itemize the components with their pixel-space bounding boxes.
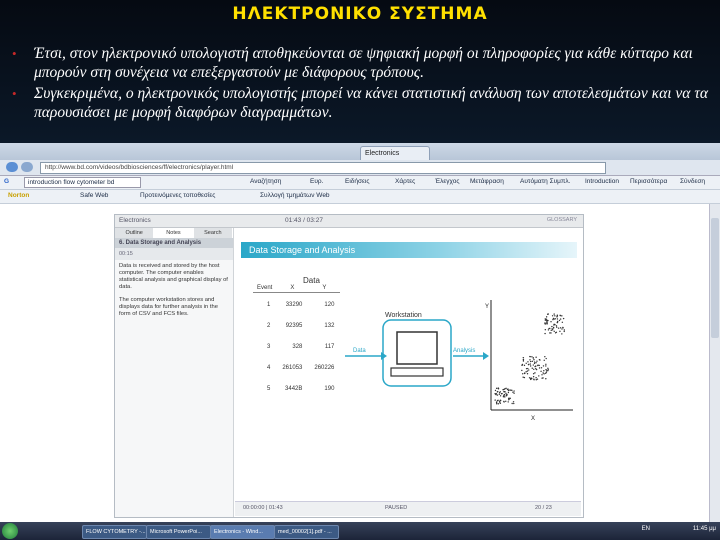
scatter-point: [545, 365, 546, 366]
scatter-point: [504, 391, 505, 392]
scatter-point: [523, 359, 524, 360]
toolbar-item[interactable]: Ειδήσεις: [345, 178, 370, 185]
scatter-point: [553, 327, 554, 328]
scatter-point: [537, 378, 538, 379]
scatter-point: [512, 392, 513, 393]
table-cell: 3442B: [285, 386, 303, 392]
scatter-point: [552, 315, 553, 316]
scatter-point: [547, 320, 548, 321]
table-cell: 5: [267, 386, 271, 392]
scatter-point: [552, 329, 553, 330]
scatter-point: [531, 377, 532, 378]
player-controls: [235, 501, 581, 516]
scatter-point: [563, 318, 564, 319]
scatter-point: [529, 377, 530, 378]
scatter-point: [555, 318, 556, 319]
norton-button[interactable]: Norton: [8, 192, 30, 199]
scatter-point: [496, 393, 497, 394]
scatter-point: [545, 323, 546, 324]
playback-status: PAUSED: [385, 505, 408, 511]
scatter-point: [538, 375, 539, 376]
scatter-point: [557, 318, 558, 319]
scatter-point: [513, 403, 514, 404]
scatter-point: [523, 357, 524, 358]
scatter-point: [546, 316, 547, 317]
table-cell: 261053: [282, 365, 303, 371]
scatter-point: [505, 388, 506, 389]
scatter-point: [511, 403, 512, 404]
tab-outline[interactable]: Outline: [115, 228, 154, 238]
table-cell: 132: [324, 323, 335, 329]
vertical-scrollbar[interactable]: [709, 204, 720, 522]
outline-panel: [115, 228, 234, 517]
web-slices-link[interactable]: Συλλογή τμημάτων Web: [260, 192, 330, 199]
scatter-point: [533, 376, 534, 377]
tab-search[interactable]: Search: [194, 228, 233, 238]
scatter-point: [537, 365, 538, 366]
glossary-button[interactable]: GLOSSARY: [546, 217, 577, 223]
scatter-point: [499, 401, 500, 402]
column-header: Event: [253, 284, 276, 293]
scatter-point: [536, 360, 537, 361]
scatter-point: [533, 364, 534, 365]
bullet-icon: •: [12, 86, 17, 101]
bullet-list: [10, 44, 710, 124]
bullet-text: Έτσι, στον ηλεκτρονικό υπολογιστή αποθηκεύονται σε ψηφιακή μορφή οι πληροφορίες για κάθε κύτταρο και μπορούν στη συνέχεια να επεξεργαστούν με διάφορους τρόπους.: [34, 45, 693, 81]
workstation-label: Workstation: [385, 312, 422, 319]
playback-time: 00:00:00 | 01:43: [243, 505, 283, 511]
scatter-point: [547, 314, 548, 315]
tab-notes[interactable]: Notes: [154, 228, 193, 238]
scatter-point: [522, 373, 523, 374]
scatter-point: [539, 365, 540, 366]
scatter-point: [564, 329, 565, 330]
scatter-point: [524, 377, 525, 378]
tab-electronics[interactable]: Electronics: [360, 146, 430, 161]
scatter-point: [551, 330, 552, 331]
scatter-point: [508, 398, 509, 399]
back-icon[interactable]: [6, 162, 18, 172]
scatter-point: [526, 368, 527, 369]
scatter-point: [552, 319, 553, 320]
scatter-point: [530, 363, 531, 364]
scatter-point: [528, 364, 529, 365]
scatter-point: [508, 401, 509, 402]
address-bar: [0, 160, 720, 176]
analysis-arrow-label: Analysis: [453, 348, 476, 354]
toolbar-item[interactable]: Σύνδεση: [680, 178, 705, 185]
scatter-point: [510, 389, 511, 390]
scatter-point: [497, 391, 498, 392]
scatter-point: [545, 329, 546, 330]
column-header: Y: [308, 284, 340, 293]
scatter-point: [544, 333, 545, 334]
section-title: 6. Data Storage and Analysis: [115, 238, 233, 248]
table-cell: 92395: [285, 323, 303, 329]
scatter-point: [503, 401, 504, 402]
scatter-point: [533, 359, 534, 360]
scatter-point: [533, 373, 534, 374]
arrowhead-icon: [381, 352, 387, 360]
scatter-point: [513, 390, 514, 391]
scatter-point: [548, 329, 549, 330]
scatter-point: [541, 374, 542, 375]
scatter-point: [526, 363, 527, 364]
scatter-point: [544, 356, 545, 357]
app-title: Electronics: [119, 217, 151, 224]
search-toolbar: [0, 176, 720, 190]
scatter-point: [539, 359, 540, 360]
scatter-point: [500, 403, 501, 404]
scatter-point: [524, 372, 525, 373]
scatter-point: [556, 316, 557, 317]
notes-paragraph: The computer workstation stores and displays data for further analysis in the form of CSV and FCS files.: [119, 297, 218, 317]
scatter-point: [500, 395, 501, 396]
scatter-point: [554, 331, 555, 332]
scatter-point: [533, 369, 534, 370]
scatter-point: [547, 368, 548, 369]
toolbar-search-input[interactable]: introduction flow cytometer bd: [24, 177, 141, 188]
data-table-title: Data: [303, 276, 320, 285]
slide-title: ΗΛΕΚΤΡΟΝΙΚΟ ΣΥΣΤΗΜΑ: [232, 4, 488, 24]
scatter-point: [549, 328, 550, 329]
scatter-point: [528, 369, 529, 370]
table-cell: 190: [324, 386, 335, 392]
scatter-point: [530, 356, 531, 357]
safe-web-button[interactable]: Safe Web: [80, 192, 109, 199]
bullet-icon: •: [12, 46, 17, 61]
taskbar-item[interactable]: FLOW CYTOMETRY -...: [82, 525, 147, 539]
app-timer: 01:43 / 03:27: [285, 217, 323, 224]
scatter-point: [561, 315, 562, 316]
scatter-point: [530, 361, 531, 362]
slide-area: [235, 228, 581, 498]
table-cell: 1: [267, 302, 271, 308]
scatter-point: [564, 331, 565, 332]
scatter-point: [506, 395, 507, 396]
scatter-point: [527, 361, 528, 362]
scatter-point: [529, 359, 530, 360]
suggested-sites-link[interactable]: Προτεινόμενες τοποθεσίες: [140, 192, 216, 199]
scatter-point: [545, 373, 546, 374]
scatter-point: [556, 325, 557, 326]
taskbar-item[interactable]: Electronics - Wind...: [210, 525, 275, 539]
axis-y-label: Y: [485, 304, 490, 310]
scatter-point: [561, 333, 562, 334]
scatter-point: [545, 364, 546, 365]
scatter-point: [495, 390, 496, 391]
section-time: 00:15: [115, 248, 233, 260]
arrowhead-icon: [483, 352, 489, 360]
browser-tab-bar: [0, 143, 720, 160]
scatter-point: [535, 357, 536, 358]
scatter-point: [498, 403, 499, 404]
table-cell: 4: [267, 365, 271, 371]
bullet-item: [10, 84, 710, 122]
scatter-point: [559, 331, 560, 332]
scatter-point: [560, 318, 561, 319]
scatter-point: [534, 363, 535, 364]
scrollbar-thumb[interactable]: [711, 218, 719, 338]
app-header: [115, 215, 583, 228]
scatter-point: [499, 392, 500, 393]
clock: 11:45 μμ: [692, 526, 716, 532]
scatter-point: [557, 315, 558, 316]
scatter-point: [522, 364, 523, 365]
scatter-points: [494, 313, 565, 404]
scatter-point: [543, 370, 544, 371]
scatter-point: [557, 321, 558, 322]
scatter-point: [549, 332, 550, 333]
scatter-point: [546, 370, 547, 371]
scatter-point: [553, 313, 554, 314]
column-header: X: [276, 284, 308, 293]
toolbar-item[interactable]: Μετάφραση: [470, 178, 504, 185]
toolbar-item[interactable]: Έλεγχος: [435, 178, 460, 185]
table-cell: 2: [267, 323, 271, 329]
scatter-point: [547, 370, 548, 371]
scatter-point: [545, 318, 546, 319]
scatter-point: [530, 379, 531, 380]
scatter-point: [533, 379, 534, 380]
scatter-point: [561, 328, 562, 329]
scatter-point: [533, 357, 534, 358]
scatter-point: [499, 394, 500, 395]
google-logo-icon: G: [4, 178, 10, 185]
scatter-point: [497, 394, 498, 395]
browser-screenshot: [0, 143, 720, 540]
scatter-point: [496, 388, 497, 389]
scatter-point: [559, 320, 560, 321]
data-arrow-label: Data: [353, 348, 366, 354]
scatter-point: [535, 368, 536, 369]
scatter-point: [553, 324, 554, 325]
scatter-point: [507, 389, 508, 390]
scatter-point: [531, 356, 532, 357]
favorites-toolbar: [0, 190, 720, 204]
scatter-point: [530, 365, 531, 366]
scatter-point: [504, 388, 505, 389]
notes-paragraph: Data is received and stored by the host computer. The computer enables statistical analysis and graphical display of data.: [119, 263, 228, 290]
scatter-point: [546, 322, 547, 323]
axis-x-label: X: [531, 416, 536, 422]
scatter-point: [501, 393, 502, 394]
scatter-point: [536, 379, 537, 380]
scatter-point: [540, 371, 541, 372]
panel-tabs: [115, 228, 233, 238]
slide-banner: Data Storage and Analysis: [241, 242, 577, 258]
scatter-point: [546, 358, 547, 359]
forward-icon[interactable]: [21, 162, 33, 172]
scatter-point: [508, 390, 509, 391]
page-content: [0, 204, 720, 522]
toolbar-item[interactable]: Ευρ.: [310, 178, 324, 185]
scatter-point: [550, 321, 551, 322]
scatter-point: [555, 332, 556, 333]
scatter-point: [551, 326, 552, 327]
scatter-point: [532, 361, 533, 362]
start-button-icon[interactable]: [2, 523, 18, 539]
scatter-point: [541, 367, 542, 368]
scatter-point: [524, 365, 525, 366]
table-cell: 33290: [285, 302, 303, 308]
scatter-point: [535, 377, 536, 378]
scatter-point: [534, 361, 535, 362]
table-cell: 117: [324, 344, 335, 350]
taskbar: [0, 522, 720, 540]
scatter-point: [504, 394, 505, 395]
scatter-point: [508, 392, 509, 393]
taskbar-item[interactable]: med_00002[1].pdf - ...: [274, 525, 339, 539]
scatter-point: [505, 393, 506, 394]
workstation-diagram: [235, 228, 581, 498]
scatter-point: [497, 400, 498, 401]
slide-counter: 20 / 23: [535, 505, 552, 511]
keyboard-icon: [391, 368, 443, 376]
scatter-point: [522, 376, 523, 377]
toolbar-item[interactable]: Introduction: [585, 178, 619, 185]
bullet-item: [10, 44, 710, 82]
toolbar-item[interactable]: Χάρτες: [395, 178, 416, 185]
scatter-point: [523, 360, 524, 361]
url-input[interactable]: http://www.bd.com/videos/bdbiosciences/ff/electronics/player.html: [40, 162, 606, 174]
scatter-point: [560, 315, 561, 316]
scatter-point: [544, 360, 545, 361]
scatter-point: [505, 401, 506, 402]
scatter-point: [543, 373, 544, 374]
toolbar-item[interactable]: Περισσότερα: [630, 178, 668, 185]
table-cell: 120: [324, 302, 335, 308]
scatter-point: [554, 315, 555, 316]
monitor-icon: [397, 332, 437, 364]
scatter-point: [545, 369, 546, 370]
toolbar-item[interactable]: Αυτόματη Συμπλ.: [520, 178, 571, 185]
scatter-point: [498, 387, 499, 388]
scatter-point: [539, 367, 540, 368]
table-cell: 260226: [314, 365, 335, 371]
scatter-point: [560, 327, 561, 328]
scatter-point: [502, 389, 503, 390]
scatter-point: [513, 392, 514, 393]
bullet-text: Συγκεκριμένα, ο ηλεκτρονικός υπολογιστής μπορεί να κάνει στατιστική ανάλυση των αποτελεσμάτων και να τα παρουσιάσει με μορφή διαφόρων διαγραμμάτων.: [34, 85, 709, 121]
scatter-point: [496, 403, 497, 404]
scatter-point: [527, 373, 528, 374]
scatter-point: [562, 327, 563, 328]
electronics-app: [114, 214, 584, 518]
language-indicator[interactable]: EN: [641, 526, 650, 532]
scatter-point: [556, 327, 557, 328]
scatter-point: [527, 368, 528, 369]
taskbar-item[interactable]: Microsoft PowerPoi...: [146, 525, 211, 539]
scatter-point: [543, 365, 544, 366]
scatter-point: [513, 401, 514, 402]
scatter-point: [525, 371, 526, 372]
scatter-point: [521, 370, 522, 371]
scatter-point: [558, 327, 559, 328]
scatter-point: [532, 368, 533, 369]
table-cell: 3: [267, 344, 271, 350]
scatter-point: [534, 372, 535, 373]
toolbar-search-button[interactable]: Αναζήτηση: [250, 178, 282, 185]
scatter-point: [534, 366, 535, 367]
scatter-point: [541, 377, 542, 378]
table-cell: 328: [292, 344, 303, 350]
scatter-point: [535, 362, 536, 363]
scatter-point: [494, 399, 495, 400]
scatter-point: [527, 370, 528, 371]
scatter-point: [545, 378, 546, 379]
scatter-point: [562, 322, 563, 323]
